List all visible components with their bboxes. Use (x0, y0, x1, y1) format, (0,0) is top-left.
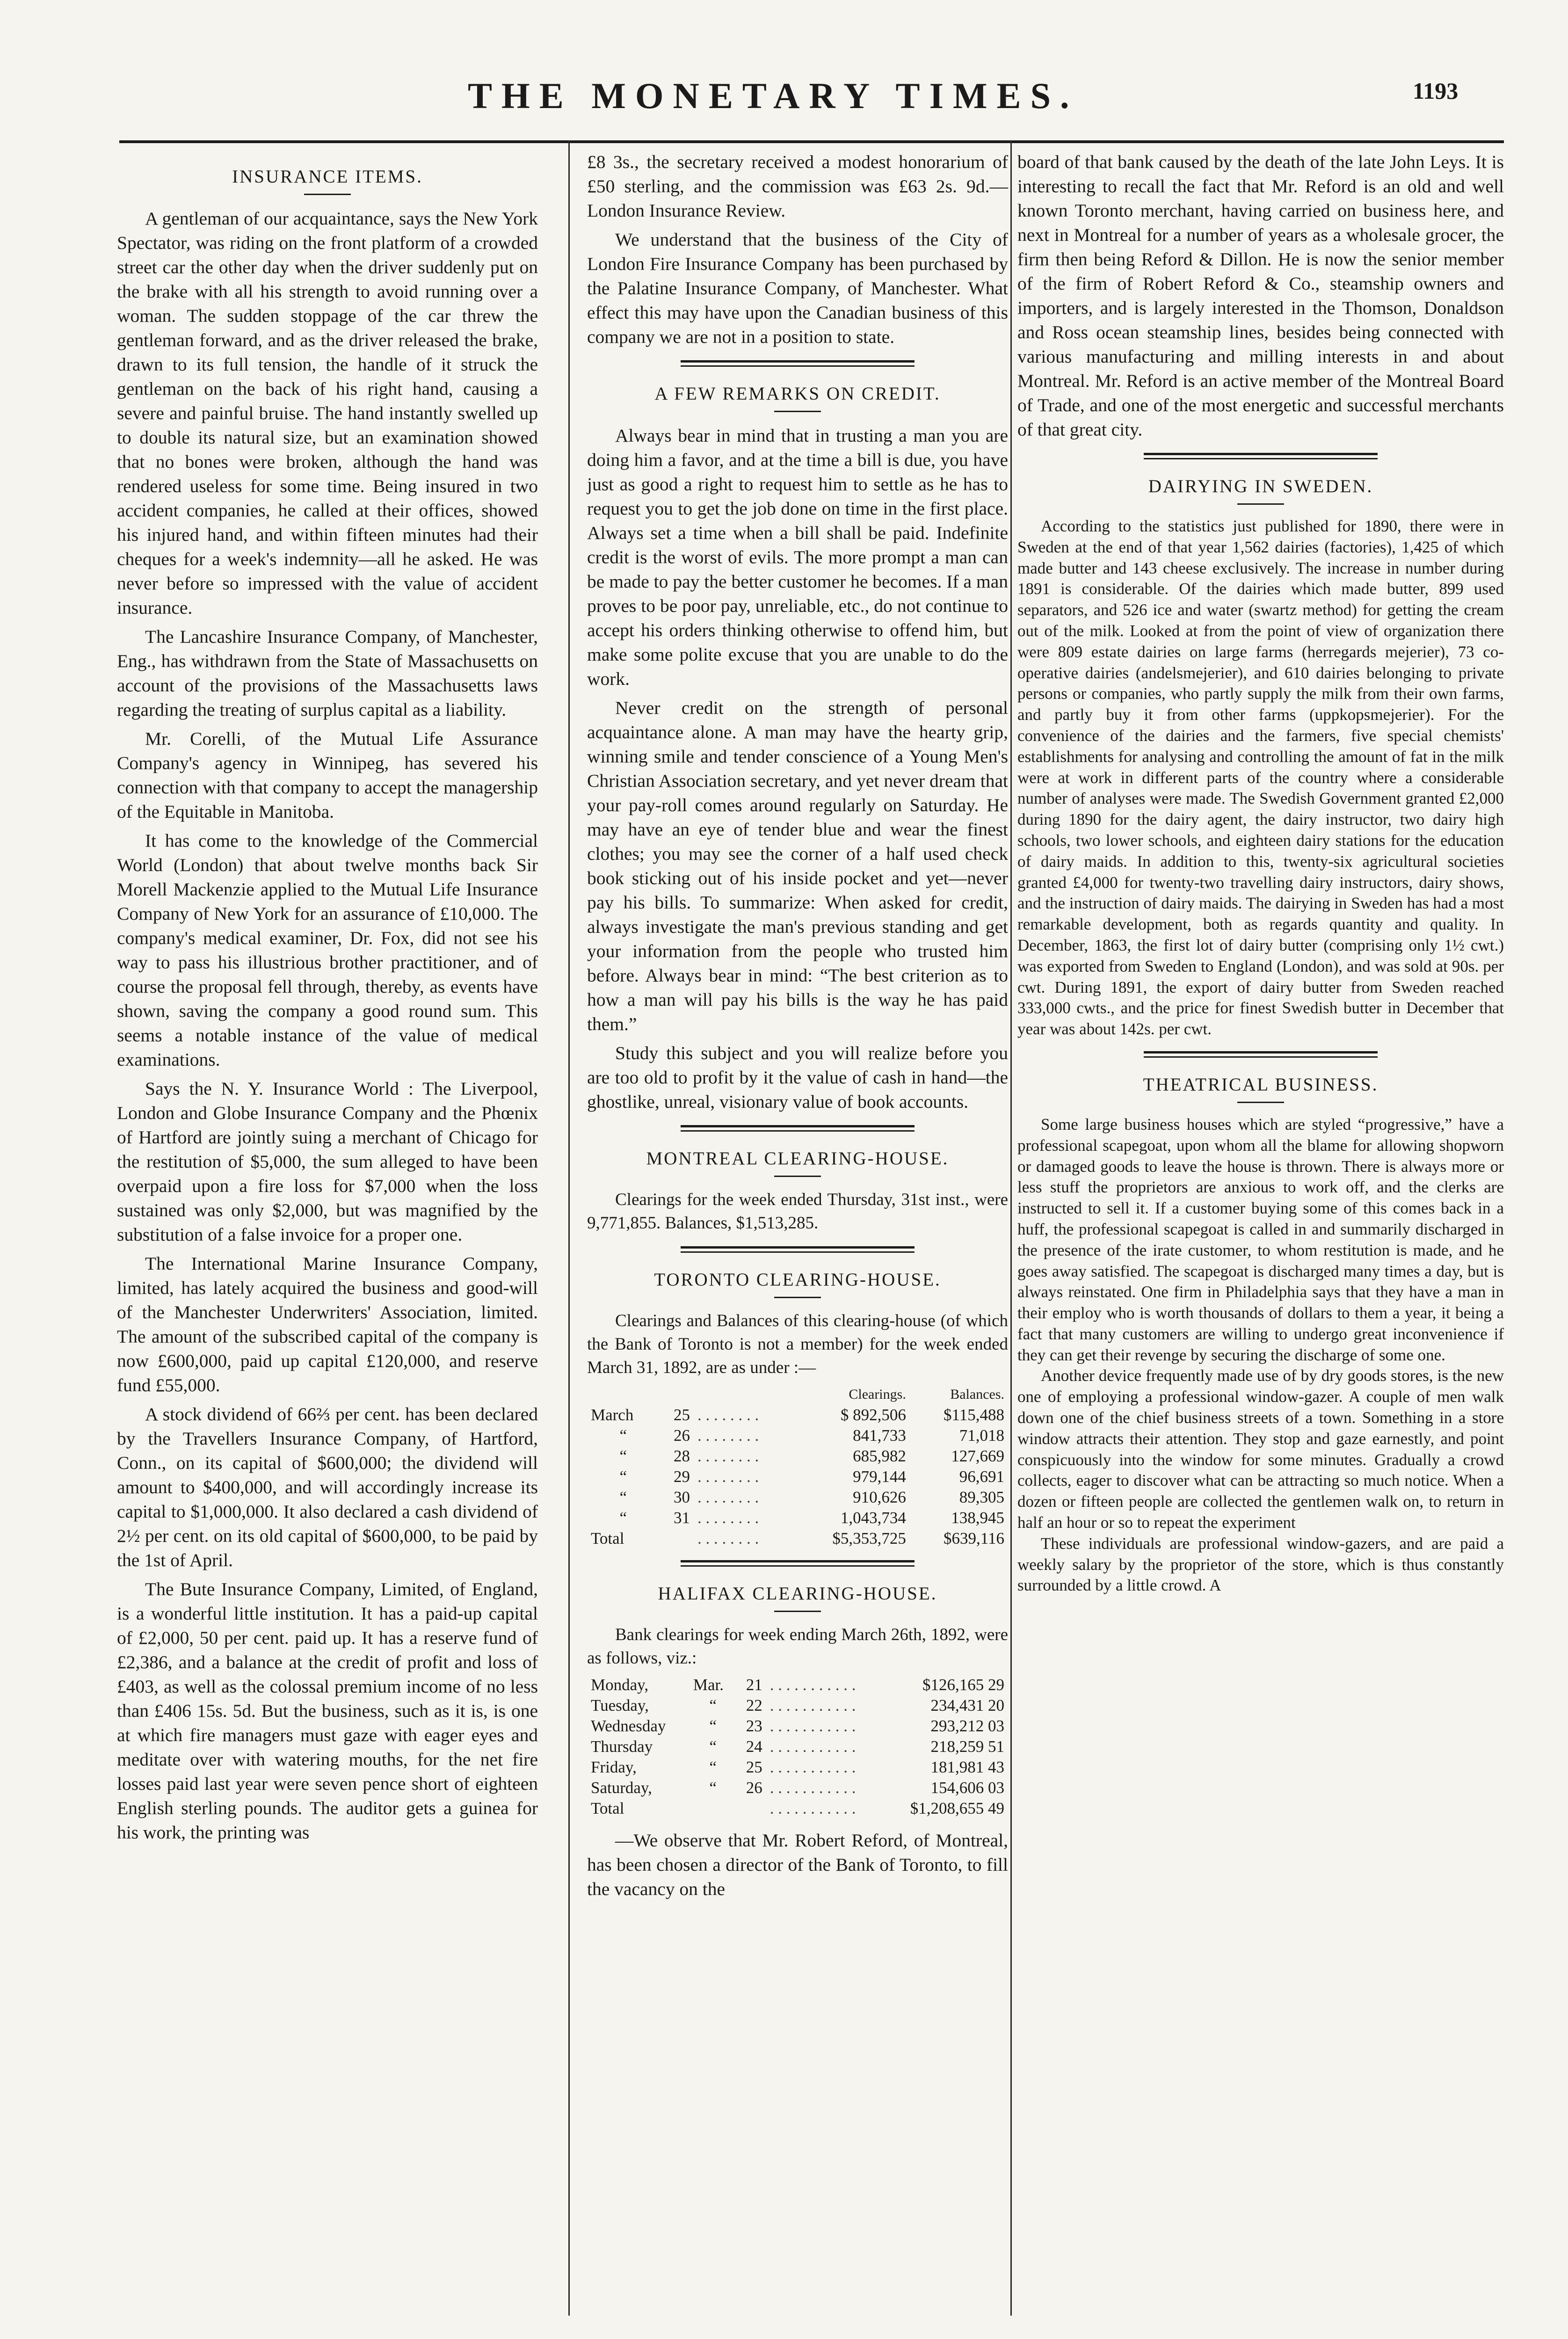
article-paragraph: Study this subject and you will realize before you are too old to profit by it the value of cash in hand—the ghostlike, unreal, visionary value of book accounts. (587, 1043, 1008, 1112)
page-number: 1193 (1413, 78, 1459, 104)
column-header: Balances. (950, 1387, 1004, 1402)
date-cell: 25 (746, 1758, 762, 1776)
clearings-cell: 979,144 (853, 1467, 906, 1486)
section-heading-toronto: TORONTO CLEARING-HOUSE. (654, 1270, 941, 1290)
clearings-cell: 841,733 (853, 1426, 906, 1445)
amount-cell: 154,606 03 (930, 1779, 1004, 1797)
clearings-cell: 1,043,734 (840, 1509, 906, 1527)
table-row: Tuesday, “ 22 . . . . . . . . . . . 234,431 20 (587, 1695, 1008, 1716)
table-row: “ 29 . . . . . . . . 979,144 96,691 (587, 1467, 1008, 1487)
month-cell: “ (619, 1509, 627, 1527)
newspaper-title: THE MONETARY TIMES. (468, 75, 1079, 116)
table-row: “ 28 . . . . . . . . 685,982 127,669 (587, 1446, 1008, 1467)
balances-cell: 96,691 (959, 1467, 1004, 1486)
column-rule (1010, 140, 1012, 2316)
day-cell: 25 (674, 1406, 690, 1424)
weekday-cell: Wednesday (591, 1717, 666, 1735)
clearings-cell: 685,982 (853, 1447, 906, 1465)
month-cell: “ (619, 1426, 627, 1445)
table-row: Wednesday “ 23 . . . . . . . . . . . 293,212 03 (587, 1716, 1008, 1736)
weekday-cell: Monday, (591, 1676, 649, 1694)
column-1 (117, 150, 538, 1849)
day-cell: 28 (674, 1447, 690, 1465)
dairying-article (1017, 516, 1504, 1040)
date-cell: 26 (746, 1779, 762, 1797)
date-cell: 23 (746, 1717, 762, 1735)
balances-cell: 138,945 (951, 1509, 1004, 1527)
table-row: “ 26 . . . . . . . . 841,733 71,018 (587, 1425, 1008, 1446)
article-paragraph: £8 3s., the secretary received a modest honorarium of £50 sterling, and the commission was £63 2s. 9d.—London Insurance Review. (587, 152, 1008, 221)
section-heading-credit: A FEW REMARKS ON CREDIT. (654, 384, 941, 404)
month-cell: “ (709, 1737, 717, 1756)
date-cell: 24 (746, 1737, 762, 1756)
table-row: Monday, Mar. 21 . . . . . . . . . . . $126,165 29 (587, 1675, 1008, 1695)
weekday-cell: Saturday, (591, 1779, 652, 1797)
article-paragraph: Never credit on the strength of personal acquaintance alone. A man may have the hearty grip, winning smile and tender conscience of a Young Men's Christian Association secretary, and yet never dream that your pay-roll comes around regularly on Saturday. He may have an eye of tender blue and wear the finest clothes; you may see the corner of a half used check book sticking out of his inside pocket and yet—never pay his bills. To summarize: When asked for credit, always investigate the man's previous standing and get your information from the people who trusted him before. Always bear in mind: “The best criterion as to how a man will pay his bills is the way he has paid them.” (587, 697, 1008, 1034)
table-row: “ 31 . . . . . . . . 1,043,734 138,945 (587, 1508, 1008, 1528)
section-heading-halifax: HALIFAX CLEARING-HOUSE. (658, 1584, 937, 1604)
table-header-row (587, 1384, 1008, 1405)
weekday-cell: Thursday (591, 1737, 653, 1756)
column-rule (568, 140, 570, 2316)
article-paragraph: According to the statistics just published for 1890, there were in Sweden at the end of that year 1,562 dairies (factories), 1,425 of which made butter and 143 cheese exclusively. The increase in number during 1891 is considerable. Of the dairies which made butter, 899 used separators, and 526 ice and water (swartz method) for getting the cream out of the milk. Looked at from the point of view of organization there were 809 estate dairies on large farms (herregards mejerier), 73 co-operative dairies (andelsmejerier), and 610 dairies belonging to private persons or companies, who partly supply the milk from their own farms, and partly buy it from other farms (uppkopsmejerier). For the convenience of the dairies and the farmers, five special chemists' establishments for analysing and controlling the amount of fat in the milk were at work in different parts of the country where a considerable number of analyses were made. The Swedish Government granted £2,000 during 1890 for the dairy agent, the dairy instructor, two dairy high schools, two lower schools, and eighteen dairy stations for the education of dairy maids. In addition to this, twenty-six agricultural societies granted £4,000 for twenty-two travelling dairy instructors, dairy shows, and the instruction of dairy maids. The dairying in Sweden has had a most remarkable development, both as regards quantity and quality. In December, 1863, the first lot of dairy butter (comprising only 1½ cwt.) was exported from Sweden to England (London), and was sold at 90s. per cwt. During 1891, the export of dairy butter from Sweden reached 333,000 cwts., and the price for finest Swedish butter in December that year was about 142s. per cwt. (1017, 517, 1504, 1039)
amount-cell: 293,212 03 (930, 1717, 1004, 1735)
total-amount: $1,208,655 49 (910, 1799, 1004, 1817)
day-cell: 31 (674, 1509, 690, 1527)
total-row: Total . . . . . . . . . . . $1,208,655 49 (587, 1798, 1008, 1819)
article-paragraph: board of that bank caused by the death of the late John Leys. It is interesting to recall the fact that Mr. Reford is an old and well known Toronto merchant, having carried on business here, and next in Montreal for a number of years as a wholesale grocer, the firm then being Reford & Dillon. He is now the senior member of the firm of Robert Reford & Co., steamship owners and importers, and is largely interested in the Thomson, Donaldson and Ross ocean steamship lines, besides being connected with various manufacturing and milling interests in and about Montreal. Mr. Reford is an active member of the Montreal Board of Trade, and one of the most energetic and successful merchants of that great city. (1017, 152, 1504, 440)
section-heading-insurance: INSURANCE ITEMS. (232, 167, 423, 187)
article-paragraph: Says the N. Y. Insurance World : The Liverpool, London and Globe Insurance Company and the Phœnix of Hartford are jointly suing a merchant of Chicago for the restitution of $5,000, the sum alleged to have been overpaid upon a fire loss for $7,000 when the loss sustained was only $2,000, but was magnified by the substitution of a false invoice for a proper one. (117, 1078, 538, 1245)
heading-dash (1237, 1102, 1284, 1103)
column-2 (587, 150, 1008, 1906)
month-cell: “ (619, 1467, 627, 1486)
total-row: Total . . . . . . . . $5,353,725 $639,116 (587, 1528, 1008, 1549)
weekday-cell: Friday, (591, 1758, 637, 1776)
article-paragraph: Mr. Corelli, of the Mutual Life Assurance Company's agency in Winnipeg, has severed his connection with that company to accept the managership of the Equitable in Manitoba. (117, 728, 538, 822)
table-row: Saturday, “ 26 . . . . . . . . . . . 154,606 03 (587, 1778, 1008, 1798)
month-cell: “ (709, 1779, 717, 1797)
date-cell: 22 (746, 1696, 762, 1714)
section-heading-theatrical: THEATRICAL BUSINESS. (1143, 1074, 1379, 1095)
article-paragraph: Bank clearings for week ending March 26th, 1892, were as follows, viz.: (587, 1625, 1008, 1668)
article-paragraph: The International Marine Insurance Company, limited, has lately acquired the business and good-will of the Manchester Underwriters' Association, limited. The amount of the subscribed capital of the company is now £600,000, paid up capital £120,000, and reserve fund £55,000. (117, 1253, 538, 1395)
section-separator (1144, 1051, 1378, 1058)
month-cell: “ (709, 1696, 717, 1714)
article-paragraph: It has come to the knowledge of the Commercial World (London) that about twelve months back Sir Morell Mackenzie applied to the Mutual Life Insurance Company of New York for an assurance of £10,000. The company's medical examiner, Dr. Fox, did not see his way to pass his illustrious brother practitioner, and of course the proposal fell through, thereby, as events have shown, saving the company a good round sum. This seems a notable instance of the value of medical examinations. (117, 830, 538, 1070)
section-separator (681, 360, 915, 367)
month-cell: Mar. (693, 1676, 724, 1694)
month-cell: “ (709, 1717, 717, 1735)
section-separator (681, 1246, 915, 1253)
column-3 (1017, 150, 1504, 1596)
total-clearings: $5,353,725 (832, 1529, 906, 1547)
toronto-clearings-table (587, 1384, 1008, 1549)
article-paragraph: Some large business houses which are styled “progressive,” have a professional scapegoat, upon whom all the blame for allowing shopworn or damaged goods to leave the house is thrown. There is always more or less stuff the proprietors are anxious to work off, and the clerks are instructed to sell it. If a customer buying some of this comes back in a huff, the professional scapegoat is called in and summarily discharged in the presence of the irate customer, to whom restitution is made, and he goes away satisfied. The scapegoat is discharged many times a day, but is always reinstated. One firm in Philadelphia says that they have a man in their employ who is worth thousands of dollars to them a year, it being a fact that many customers are willing to undergo great inconvenience if they can get their revenge by securing the discharge of some one. (1017, 1115, 1504, 1364)
section-separator (681, 1560, 915, 1567)
table-row: “ 30 . . . . . . . . 910,626 89,305 (587, 1487, 1008, 1508)
table-row: Thursday “ 24 . . . . . . . . . . . 218,259 51 (587, 1736, 1008, 1757)
amount-cell: 181,981 43 (930, 1758, 1004, 1776)
article-paragraph: A gentleman of our acquaintance, says the New York Spectator, was riding on the front platform of a crowded street car the other day when the driver suddenly put on the brake with all his strength to avoid running over a woman. The sudden stoppage of the car threw the gentleman forward, and as the driver released the brake, drawn to its full tension, the handle of it struck the gentleman on the back of his right hand, causing a severe and painful bruise. The hand instantly swelled up to double its natural size, but an examination showed that no bones were broken, although the hand was rendered useless for some time. Being insured in two accident companies, he called at their offices, showed his injured hand, and within fifteen minutes had their cheques for a week's indemnity—all he asked. He was never before so impressed with the value of accident insurance. (117, 208, 538, 618)
month-cell: “ (619, 1488, 627, 1506)
column-header: Clearings. (849, 1387, 906, 1402)
total-label: Total (591, 1799, 624, 1817)
date-cell: 21 (746, 1676, 762, 1694)
day-cell: 30 (674, 1488, 690, 1506)
article-paragraph: —We observe that Mr. Robert Reford, of Montreal, has been chosen a director of the Bank of Toronto, to fill the vacancy on the (587, 1830, 1008, 1899)
day-cell: 29 (674, 1467, 690, 1486)
section-heading-montreal: MONTREAL CLEARING-HOUSE. (646, 1148, 949, 1169)
amount-cell: $126,165 29 (922, 1676, 1004, 1694)
article-paragraph: Another device frequently made use of by dry goods stores, is the new one of employing a professional window-gazer. A couple of men walk down one of the chief business streets of a town. Something in a store window attracts their attention. They stop and gaze earnestly, and point conspicuously into the window for some minutes. Gradually a crowd collects, eager to discover what can be attracting so much notice. When a dozen or fifteen people are collected the gentlemen walk on, to return in half an hour or so to repeat the experiment (1017, 1366, 1504, 1532)
table-row: Friday, “ 25 . . . . . . . . . . . 181,981 43 (587, 1757, 1008, 1778)
article-paragraph: The Lancashire Insurance Company, of Manchester, Eng., has withdrawn from the State of Massachusetts on account of the provisions of the Massachusetts laws regarding the treating of surplus capital as a liability. (117, 626, 538, 720)
balances-cell: 71,018 (959, 1426, 1004, 1445)
section-heading-dairying: DAIRYING IN SWEDEN. (1148, 476, 1373, 496)
article-paragraph: A stock dividend of 66⅔ per cent. has been declared by the Travellers Insurance Company, of Hartford, Conn., on its capital of $600,000; the dividend will amount to $400,000, and will accordingly increase its capital to $1,000,000. It also declared a cash dividend of 2½ per cent. on its old capital of $600,000, to be paid by the 1st of April. (117, 1404, 538, 1570)
article-paragraph: These individuals are professional window-gazers, and are paid a weekly salary by the proprietor of the store, which is thus constantly surrounded by a little crowd. A (1017, 1534, 1504, 1595)
heading-dash (774, 411, 821, 412)
heading-dash (774, 1297, 821, 1298)
amount-cell: 234,431 20 (930, 1696, 1004, 1714)
article-paragraph: We understand that the business of the City of London Fire Insurance Company has been purchased by the Palatine Insurance Company, of Manchester. What effect this may have upon the Canadian business of this company we are not in a position to state. (587, 229, 1008, 347)
section-separator (1144, 453, 1378, 459)
heading-dash (774, 1176, 821, 1177)
amount-cell: 218,259 51 (930, 1737, 1004, 1756)
article-paragraph: Clearings and Balances of this clearing-house (of which the Bank of Toronto is not a member) for the week ended March 31, 1892, are as under :— (587, 1311, 1008, 1377)
month-cell: March (591, 1406, 634, 1424)
balances-cell: 127,669 (951, 1447, 1004, 1465)
halifax-clearings-table (587, 1675, 1008, 1819)
heading-dash (304, 194, 351, 195)
clearings-cell: 910,626 (853, 1488, 906, 1506)
heading-dash (1237, 503, 1284, 505)
article-paragraph: The Bute Insurance Company, Limited, of England, is a wonderful little institution. It has a paid-up capital of £2,000, 50 per cent. paid up. It has a reserve fund of £2,386, and a balance at the credit of profit and loss of £403, as well as the colossal premium income of no less than £406 15s. 5d. But the business, such as it is, is one at which fire managers must gaze with eager eyes and meditate over with watering mouths, for the net fire losses paid last year were seven pence short of eighteen English sterling pounds. The auditor gets a guinea for his work, the printing was (117, 1579, 538, 1843)
masthead (0, 70, 1568, 126)
theatrical-article (1017, 1114, 1504, 1596)
month-cell: “ (619, 1447, 627, 1465)
total-label: Total (591, 1529, 624, 1547)
total-balances: $639,116 (944, 1529, 1004, 1547)
day-cell: 26 (674, 1426, 690, 1445)
section-separator (681, 1125, 915, 1132)
balances-cell: $115,488 (944, 1406, 1004, 1424)
balances-cell: 89,305 (959, 1488, 1004, 1506)
heading-dash (774, 1611, 821, 1612)
table-row: March 25 . . . . . . . . $ 892,506 $115,488 (587, 1405, 1008, 1425)
article-paragraph: Clearings for the week ended Thursday, 31st inst., were 9,771,855. Balances, $1,513,285. (587, 1190, 1008, 1233)
header-rule (119, 140, 1504, 143)
month-cell: “ (709, 1758, 717, 1776)
weekday-cell: Tuesday, (591, 1696, 649, 1714)
clearings-cell: $ 892,506 (840, 1406, 906, 1424)
article-paragraph: Always bear in mind that in trusting a man you are doing him a favor, and at the time a bill is due, you have just as good a right to request him to settle as he has to request you to get the job done on time in the first place. Always set a time when a bill shall be paid. Indefinite credit is the worst of evils. The more prompt a man can be made to pay the better customer he becomes. If a man proves to be poor pay, unreliable, etc., do not continue to accept his orders thinking otherwise to offend him, but make some polite excuse that you are unable to do the work. (587, 425, 1008, 689)
